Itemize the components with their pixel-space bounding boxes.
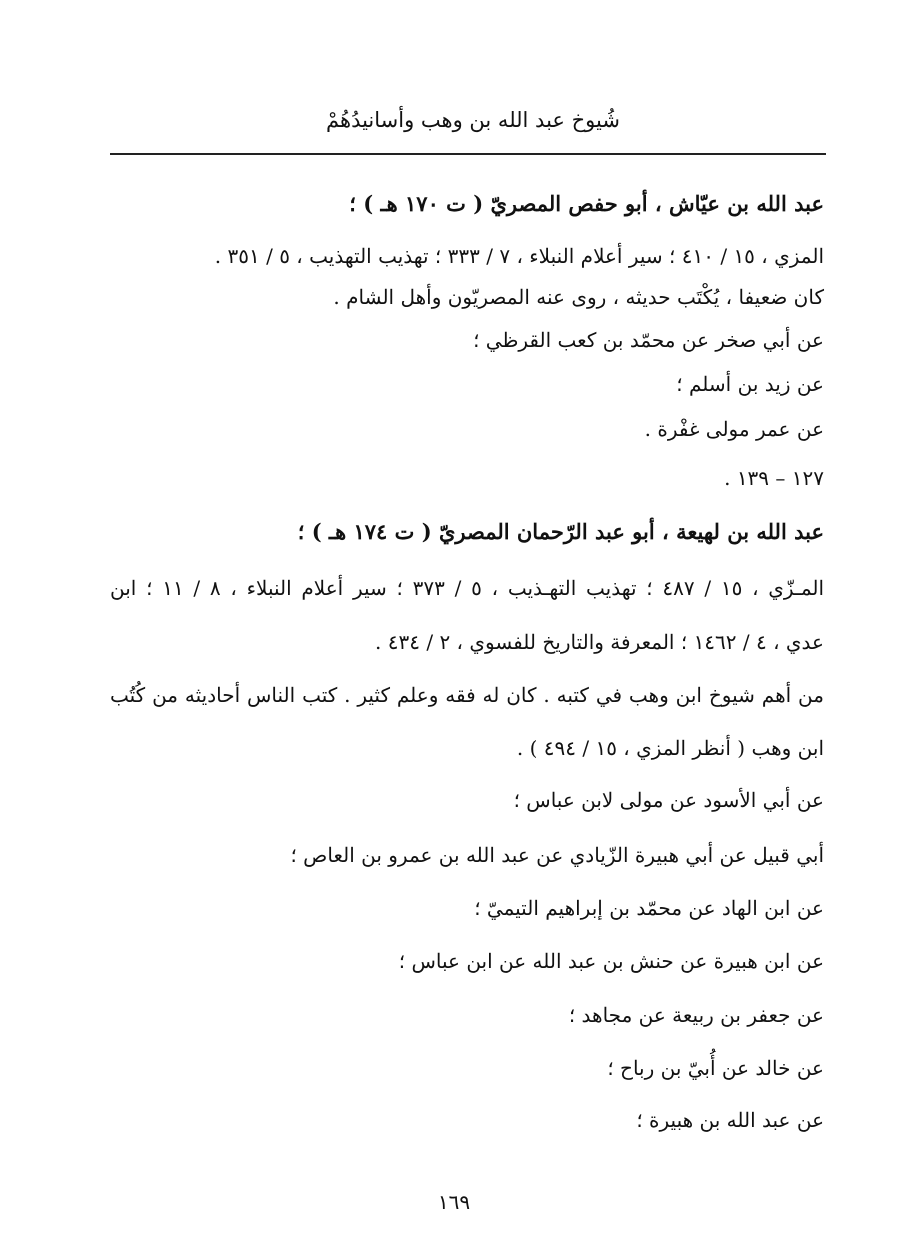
chain-line: عن عمر مولى غفْرة . bbox=[644, 417, 824, 441]
chain-line: عن أبي الأسود عن مولى لابن عباس ؛ bbox=[513, 788, 824, 812]
page-number: ١٦٩ bbox=[437, 1190, 471, 1214]
entry-sources: المزي ، ١٥ / ٤١٠ ؛ سير أعلام النبلاء ، ٧ / ٣٣٣ ؛ تهذيب التهذيب ، ٥ / ٣٥١ . bbox=[214, 244, 824, 268]
entry-note: من أهم شيوخ ابن وهب في كتبه . كان له فقه وعلم كثير . كتب الناس أحاديثه من كُتُب bbox=[110, 683, 824, 707]
entry-heading: عبد الله بن عيّاش ، أبو حفص المصريّ ( ت ١٧٠ هـ ) ؛ bbox=[349, 191, 824, 216]
entry-numbers: ١٢٧ – ١٣٩ . bbox=[724, 466, 824, 490]
chain-line: عن أبي صخر عن محمّد بن كعب القرظي ؛ bbox=[473, 328, 824, 352]
chain-line: عن ابن هبيرة عن حنش بن عبد الله عن ابن عباس ؛ bbox=[398, 949, 824, 973]
entry-note: ابن وهب ( أنظر المزي ، ١٥ / ٤٩٤ ) . bbox=[516, 736, 824, 760]
chain-line: عن زيد بن أسلم ؛ bbox=[676, 372, 824, 396]
entry-sources: المـزّي ، ١٥ / ٤٨٧ ؛ تهذيب التهـذيب ، ٥ / ٣٧٣ ؛ سير أعلام النبلاء ، ٨ / ١١ ؛ ابن bbox=[110, 576, 825, 600]
entry-note: كان ضعيفا ، يُكْتَب حديثه ، روى عنه المصريّون وأهل الشام . bbox=[333, 285, 824, 309]
entry-heading: عبد الله بن لهيعة ، أبو عبد الرّحمان المصريّ ( ت ١٧٤ هـ ) ؛ bbox=[297, 519, 824, 544]
running-header: شُيوخ عبد الله بن وهب وأسانيدُهُمْ bbox=[326, 108, 620, 132]
chain-line: عن ابن الهاد عن محمّد بن إبراهيم التيميّ ؛ bbox=[474, 896, 824, 920]
chain-line: أبي قبيل عن أبي هبيرة الزّيادي عن عبد الله بن عمرو بن العاص ؛ bbox=[290, 843, 824, 867]
chain-line: عن جعفر بن ربيعة عن مجاهد ؛ bbox=[568, 1003, 824, 1027]
chain-line: عن عبد الله بن هبيرة ؛ bbox=[636, 1108, 824, 1132]
header-rule bbox=[110, 153, 826, 155]
entry-sources: عدي ، ٤ / ١٤٦٢ ؛ المعرفة والتاريخ للفسوي ، ٢ / ٤٣٤ . bbox=[375, 630, 824, 654]
chain-line: عن خالد عن أُبيّ بن رباح ؛ bbox=[607, 1056, 824, 1080]
